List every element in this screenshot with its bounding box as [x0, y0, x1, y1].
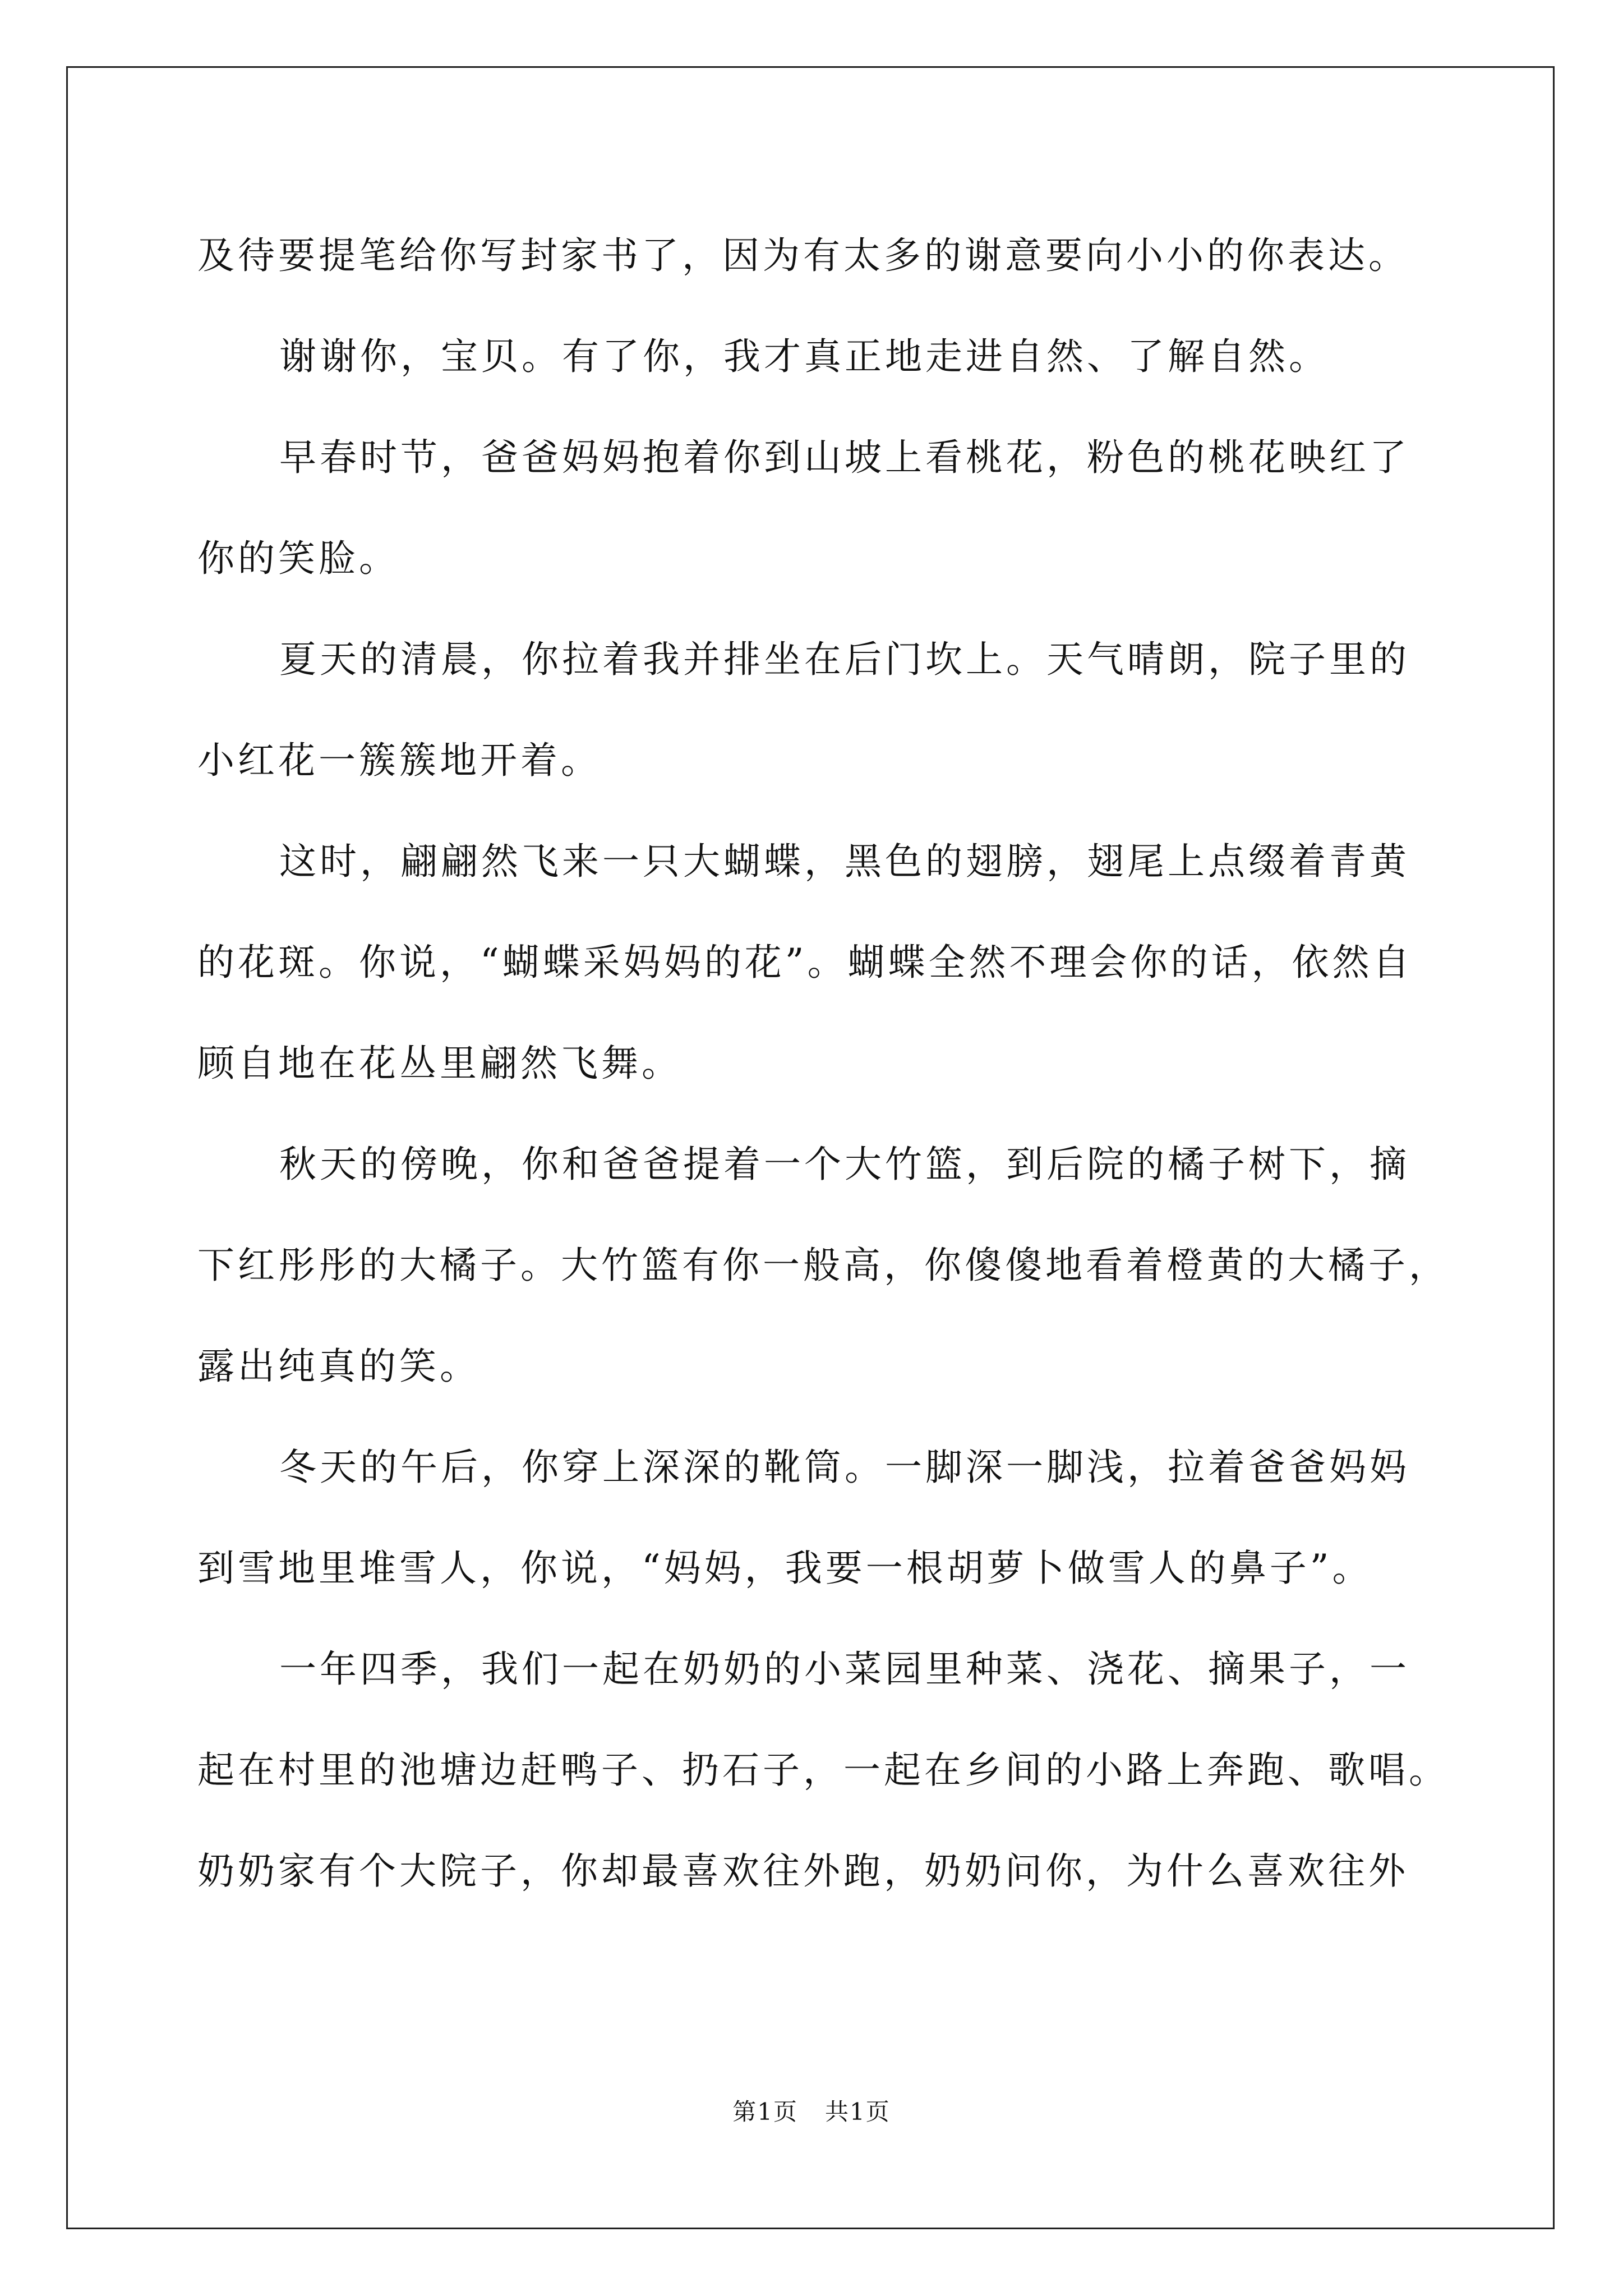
- text-line: 早春时节，爸爸妈妈抱着你到山坡上看桃花，粉色的桃花映红了: [279, 436, 1410, 479]
- text-line: 的花斑。你说，“蝴蝶采妈妈的花”。蝴蝶全然不理会你的话，依然自: [197, 941, 1413, 984]
- text-line: 夏天的清晨，你拉着我并排坐在后门坎上。天气晴朗，院子里的: [279, 638, 1410, 681]
- text-line: 起在村里的池塘边赶鸭子、扔石子，一起在乡间的小路上奔跑、歌唱。: [197, 1749, 1449, 1792]
- text-line: 奶奶家有个大院子，你却最喜欢往外跑，奶奶问你，为什么喜欢往外: [197, 1849, 1409, 1893]
- page-total: 共1页: [825, 2098, 891, 2125]
- text-line: 一年四季，我们一起在奶奶的小菜园里种菜、浇花、摘果子，一: [279, 1648, 1410, 1691]
- text-line: 到雪地里堆雪人，你说，“妈妈，我要一根胡萝卜做雪人的鼻子”。: [197, 1547, 1373, 1590]
- text-line: 露出纯真的笑。: [197, 1345, 480, 1388]
- text-line: 秋天的傍晚，你和爸爸提着一个大竹篮，到后院的橘子树下，摘: [279, 1143, 1410, 1186]
- text-line: 下红彤彤的大橘子。大竹篮有你一般高，你傻傻地看着橙黄的大橘子，: [197, 1244, 1449, 1287]
- text-line: 小红花一簇簇地开着。: [197, 739, 601, 782]
- page-footer: [0, 2095, 1623, 2129]
- page-number: 第1页: [732, 2098, 798, 2125]
- text-line: 你的笑脸。: [197, 537, 399, 580]
- text-line: 顾自地在花丛里翩然飞舞。: [197, 1042, 682, 1085]
- text-line: 及待要提笔给你写封家书了，因为有太多的谢意要向小小的你表达。: [197, 234, 1409, 277]
- document-body: [197, 205, 1449, 1922]
- text-line: 冬天的午后，你穿上深深的靴筒。一脚深一脚浅，拉着爸爸妈妈: [279, 1446, 1410, 1489]
- text-line: 谢谢你，宝贝。有了你，我才真正地走进自然、了解自然。: [279, 335, 1329, 378]
- text-line: 这时，翩翩然飞来一只大蝴蝶，黑色的翅膀，翅尾上点缀着青黄: [279, 840, 1410, 883]
